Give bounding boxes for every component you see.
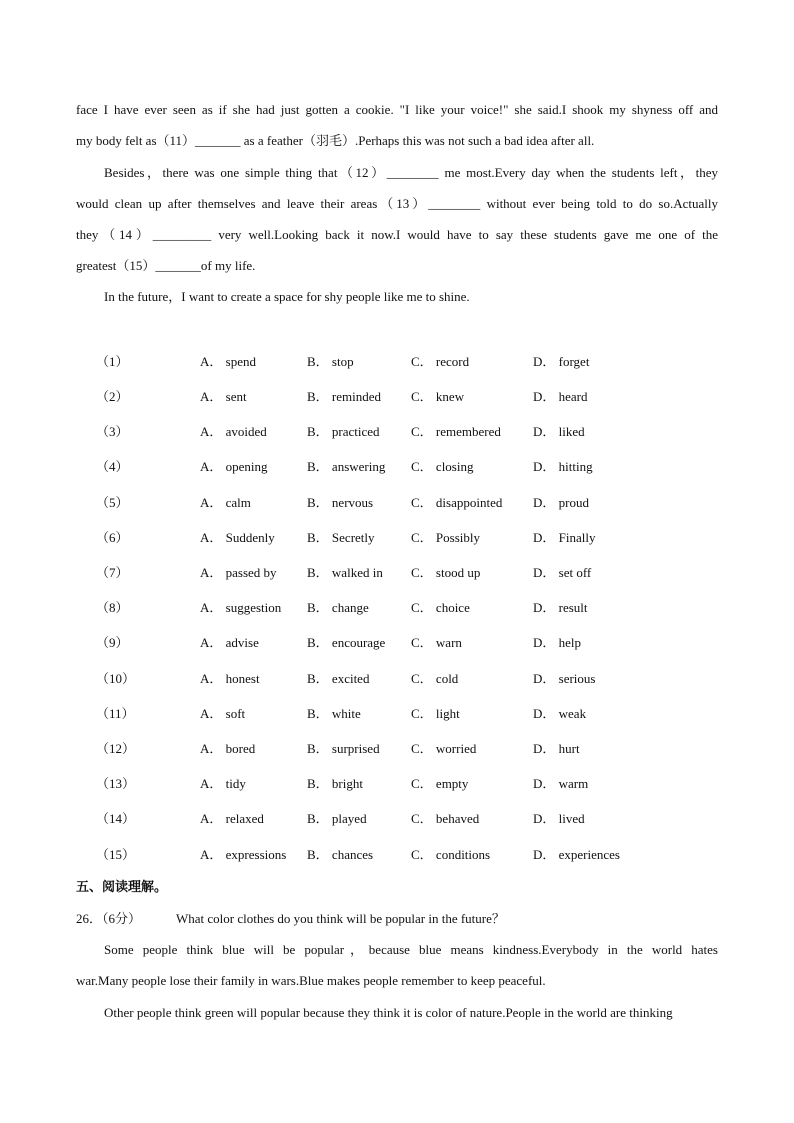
- option-c: C． light: [411, 706, 460, 721]
- option-b: B． excited: [307, 671, 370, 686]
- option-number: （5）: [96, 495, 129, 510]
- question-title: What color clothes do you think will be popular in the future？: [176, 911, 505, 926]
- option-row: [0, 775, 794, 793]
- option-a: A． relaxed: [200, 811, 264, 826]
- section-title: 五、阅读理解。: [76, 879, 168, 894]
- passage-line: would clean up after themselves and leave their areas（13）________ without ever being told to do so.Actually: [76, 196, 718, 211]
- option-row: [0, 670, 794, 688]
- option-row: [0, 810, 794, 828]
- option-row: [0, 564, 794, 582]
- option-b: B． walked in: [307, 565, 383, 580]
- option-row: [0, 634, 794, 652]
- option-d: D． serious: [533, 671, 596, 686]
- option-a: A． expressions: [200, 847, 287, 862]
- option-b: B． surprised: [307, 741, 380, 756]
- option-c: C． empty: [411, 776, 469, 791]
- option-c: C． knew: [411, 389, 465, 404]
- option-number: （9）: [96, 635, 129, 650]
- option-c: C． record: [411, 354, 470, 369]
- option-a: A． opening: [200, 459, 268, 474]
- option-b: B． chances: [307, 847, 374, 862]
- option-number: （10）: [96, 671, 136, 686]
- option-c: C． behaved: [411, 811, 480, 826]
- option-c: C． stood up: [411, 565, 481, 580]
- option-b: B． bright: [307, 776, 363, 791]
- option-row: [0, 494, 794, 512]
- option-number: （3）: [96, 424, 129, 439]
- passage-line: face I have ever seen as if she had just gotten a cookie. "I like your voice!" she said.I shook my shyness off and: [76, 102, 718, 117]
- option-d: D． warm: [533, 776, 589, 791]
- option-a: A． Suddenly: [200, 530, 275, 545]
- option-b: B． encourage: [307, 635, 386, 650]
- option-d: D． heard: [533, 389, 588, 404]
- option-a: A． advise: [200, 635, 259, 650]
- option-row: [0, 388, 794, 406]
- option-d: D． experiences: [533, 847, 620, 862]
- option-number: （4）: [96, 459, 129, 474]
- option-b: B． stop: [307, 354, 354, 369]
- option-number: （6）: [96, 530, 129, 545]
- option-c: C． conditions: [411, 847, 491, 862]
- option-b: B． answering: [307, 459, 386, 474]
- option-number: （1）: [96, 354, 129, 369]
- option-a: A． bored: [200, 741, 256, 756]
- option-d: D． set off: [533, 565, 592, 580]
- option-c: C． choice: [411, 600, 470, 615]
- option-d: D． Finally: [533, 530, 596, 545]
- option-number: （15）: [96, 847, 136, 862]
- option-number: （2）: [96, 389, 129, 404]
- option-d: D． result: [533, 600, 588, 615]
- option-c: C． closing: [411, 459, 474, 474]
- reading-line: Some people think blue will be popular，because blue means kindness.Everybody in the world hates: [104, 942, 718, 957]
- option-a: A． soft: [200, 706, 246, 721]
- option-number: （14）: [96, 811, 136, 826]
- option-row: [0, 740, 794, 758]
- passage-line: greatest（15）_______of my life.: [76, 258, 256, 273]
- option-row: [0, 423, 794, 441]
- question-number: 26．（6分）: [76, 911, 142, 926]
- option-c: C． Possibly: [411, 530, 480, 545]
- option-b: B． change: [307, 600, 369, 615]
- reading-line: war.Many people lose their family in wars.Blue makes people remember to keep peaceful.: [76, 973, 546, 988]
- option-b: B． Secretly: [307, 530, 375, 545]
- option-a: A． honest: [200, 671, 260, 686]
- option-a: A． sent: [200, 389, 247, 404]
- option-d: D． weak: [533, 706, 587, 721]
- option-number: （8）: [96, 600, 129, 615]
- option-d: D． liked: [533, 424, 585, 439]
- option-number: （13）: [96, 776, 136, 791]
- option-d: D． proud: [533, 495, 589, 510]
- option-d: D． forget: [533, 354, 590, 369]
- passage-line: they（14）_________ very well.Looking back it now.I would have to say these students gave me one of the: [76, 227, 718, 242]
- option-a: A． passed by: [200, 565, 277, 580]
- option-number: （11）: [96, 706, 135, 721]
- option-c: C． worried: [411, 741, 477, 756]
- option-b: B． nervous: [307, 495, 374, 510]
- option-row: [0, 705, 794, 723]
- option-row: [0, 846, 794, 864]
- option-b: B． white: [307, 706, 361, 721]
- option-a: A． calm: [200, 495, 251, 510]
- option-b: B． played: [307, 811, 367, 826]
- option-c: C． disappointed: [411, 495, 503, 510]
- passage-line: Besides，there was one simple thing that（12）________ me most.Every day when the students left，they: [104, 165, 718, 180]
- option-a: A． suggestion: [200, 600, 282, 615]
- option-a: A． avoided: [200, 424, 267, 439]
- option-d: D． hitting: [533, 459, 593, 474]
- option-c: C． cold: [411, 671, 459, 686]
- option-c: C． remembered: [411, 424, 501, 439]
- option-c: C． warn: [411, 635, 462, 650]
- option-d: D． lived: [533, 811, 585, 826]
- option-number: （7）: [96, 565, 129, 580]
- option-b: B． practiced: [307, 424, 380, 439]
- passage-line: In the future，I want to create a space for shy people like me to shine.: [104, 289, 470, 304]
- option-row: [0, 529, 794, 547]
- option-a: A． spend: [200, 354, 256, 369]
- reading-line: Other people think green will popular because they think it is color of nature.People in the world are thinking: [104, 1005, 673, 1020]
- option-d: D． help: [533, 635, 582, 650]
- option-row: [0, 353, 794, 371]
- option-a: A． tidy: [200, 776, 246, 791]
- passage-line: my body felt as（11）_______ as a feather（羽毛）.Perhaps this was not such a bad idea after all.: [76, 133, 595, 148]
- option-number: （12）: [96, 741, 136, 756]
- option-row: [0, 599, 794, 617]
- option-d: D． hurt: [533, 741, 580, 756]
- option-row: [0, 458, 794, 476]
- option-b: B． reminded: [307, 389, 382, 404]
